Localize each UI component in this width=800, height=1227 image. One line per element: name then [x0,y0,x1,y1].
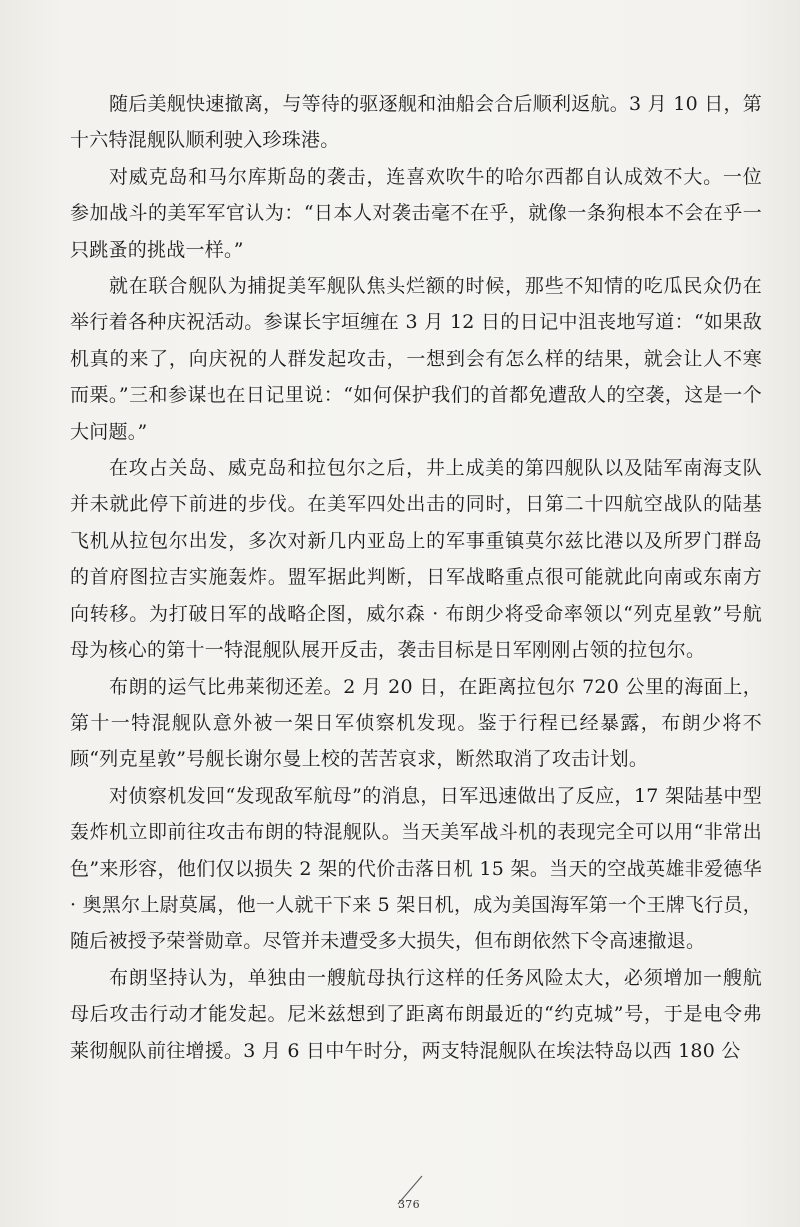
paragraph-6: 对侦察机发回“发现敌军航母”的消息，日军迅速做出了反应，17 架陆基中型轰炸机立即前往攻击布朗的特混舰队。当天美军战斗机的表现完全可以用“非常出色”来形容，他们仅以损失 2 架的代价击落日机 15 架。当天的空战英雄非爱德华 · 奥黑尔上尉莫属，他一人就干下来 5 架日机，成为美国海军第一个王牌飞行员，随后被授予荣誉勋章。尽管并未遭受多大损失，但布朗依然下令高速撤退。 [70,784,762,953]
page-body [70,86,762,1069]
paragraph-1: 随后美舰快速撤离，与等待的驱逐舰和油船会合后顺利返航。3 月 10 日，第十六特混舰队顺利驶入珍珠港。 [70,93,762,152]
paragraph-5: 布朗的运气比弗莱彻还差。2 月 20 日，在距离拉包尔 720 公里的海面上，第十一特混舰队意外被一架日军侦察机发现。鉴于行程已经暴露，布朗少将不顾“列克星敦”号舰长谢尔曼上校的苦苦哀求，断然取消了攻击计划。 [70,675,762,771]
paragraph-7: 布朗坚持认为，单独由一艘航母执行这样的任务风险太大，必须增加一艘航母后攻击行动才能发起。尼米兹想到了距离布朗最近的“约克城”号，于是电令弗莱彻舰队前往增援。3 月 6 日中午时分，两支特混舰队在埃法特岛以西 180 公 [70,966,762,1062]
paragraph-3: 就在联合舰队为捕捉美军舰队焦头烂额的时候，那些不知情的吃瓜民众仍在举行着各种庆祝活动。参谋长宇垣缠在 3 月 12 日的日记中沮丧地写道：“如果敌机真的来了，向庆祝的人群发起攻击，一想到会有怎么样的结果，就会让人不寒而栗。”三和参谋也在日记里说：“如何保护我们的首都免遭敌人的空袭，这是一个大问题。” [70,275,762,443]
paragraph-2: 对威克岛和马尔库斯岛的袭击，连喜欢吹牛的哈尔西都自认成效不大。一位参加战斗的美军军官认为：“日本人对袭击毫不在乎，就像一条狗根本不会在乎一只跳蚤的挑战一样。” [70,165,762,261]
page-footer [0,1170,800,1220]
page-number: 376 [398,1198,420,1211]
paragraph-4: 在攻占关岛、威克岛和拉包尔之后，井上成美的第四舰队以及陆军南海支队并未就此停下前进的步伐。在美军四处出击的同时，日第二十四航空战队的陆基飞机从拉包尔出发，多次对新几内亚岛上的军事重镇莫尔兹比港以及所罗门群岛的首府图拉吉实施轰炸。盟军据此判断，日军战略重点很可能就此向南或东南方向转移。为打破日军的战略企图，威尔森 · 布朗少将受命率领以“列克星敦”号航母为核心的第十一特混舰队展开反击，袭击目标是日军刚刚占领的拉包尔。 [70,457,762,662]
